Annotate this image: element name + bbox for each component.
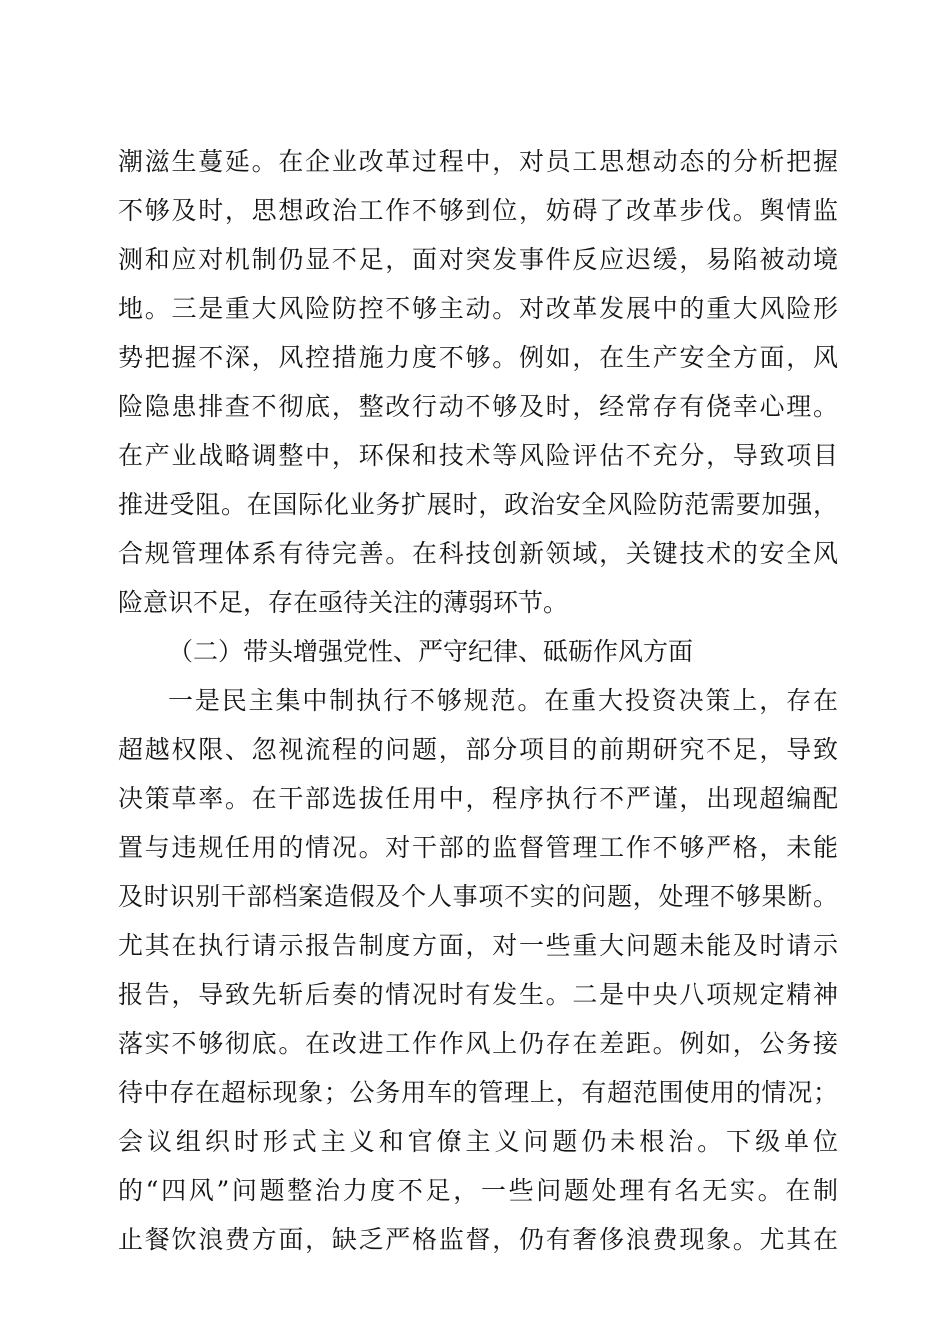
paragraph-line: 落实不够彻底。在改进工作作风上仍存在差距。例如，公务接 bbox=[118, 1029, 838, 1058]
paragraph-line: 决策草率。在干部选拔任用中，程序执行不严谨，出现超编配 bbox=[118, 784, 838, 813]
paragraph-line: 势把握不深，风控措施力度不够。例如，在生产安全方面，风 bbox=[118, 343, 838, 372]
paragraph-line: 地。三是重大风险防控不够主动。对改革发展中的重大风险形 bbox=[118, 294, 838, 323]
paragraph-line: 超越权限、忽视流程的问题，部分项目的前期研究不足，导致 bbox=[118, 735, 838, 764]
paragraph-line: 置与违规任用的情况。对干部的监督管理工作不够严格，未能 bbox=[118, 833, 838, 862]
paragraph-line: 测和应对机制仍显不足，面对突发事件反应迟缓，易陷被动境 bbox=[118, 245, 838, 274]
paragraph-line: 待中存在超标现象；公务用车的管理上，有超范围使用的情况； bbox=[118, 1078, 838, 1107]
paragraph-line: 的“四风”问题整治力度不足，一些问题处理有名无实。在制 bbox=[118, 1176, 838, 1205]
paragraph-line: 会议组织时形式主义和官僚主义问题仍未根治。下级单位 bbox=[118, 1127, 838, 1156]
paragraph-line: 潮滋生蔓延。在企业改革过程中，对员工思想动态的分析把握 bbox=[118, 147, 838, 176]
paragraph-line: 尤其在执行请示报告制度方面，对一些重大问题未能及时请示 bbox=[118, 931, 838, 960]
paragraph-line: 报告，导致先斩后奏的情况时有发生。二是中央八项规定精神 bbox=[118, 980, 838, 1009]
paragraph-line: 及时识别干部档案造假及个人事项不实的问题，处理不够果断。 bbox=[118, 882, 838, 911]
section-heading: （二）带头增强党性、严守纪律、砥砺作风方面 bbox=[168, 637, 694, 666]
paragraph-line: 止餐饮浪费方面，缺乏严格监督，仍有奢侈浪费现象。尤其在 bbox=[118, 1225, 838, 1254]
paragraph-line: 不够及时，思想政治工作不够到位，妨碍了改革步伐。舆情监 bbox=[118, 196, 838, 225]
paragraph-line: 合规管理体系有待完善。在科技创新领域，关键技术的安全风 bbox=[118, 539, 838, 568]
paragraph-line: 在产业战略调整中，环保和技术等风险评估不充分，导致项目 bbox=[118, 441, 838, 470]
paragraph-line: 一是民主集中制执行不够规范。在重大投资决策上，存在 bbox=[168, 686, 838, 715]
paragraph-line: 险意识不足，存在亟待关注的薄弱环节。 bbox=[118, 588, 569, 617]
paragraph-line: 推进受阻。在国际化业务扩展时，政治安全风险防范需要加强， bbox=[118, 490, 838, 519]
paragraph-line: 险隐患排查不彻底，整改行动不够及时，经常存有侥幸心理。 bbox=[118, 392, 838, 421]
